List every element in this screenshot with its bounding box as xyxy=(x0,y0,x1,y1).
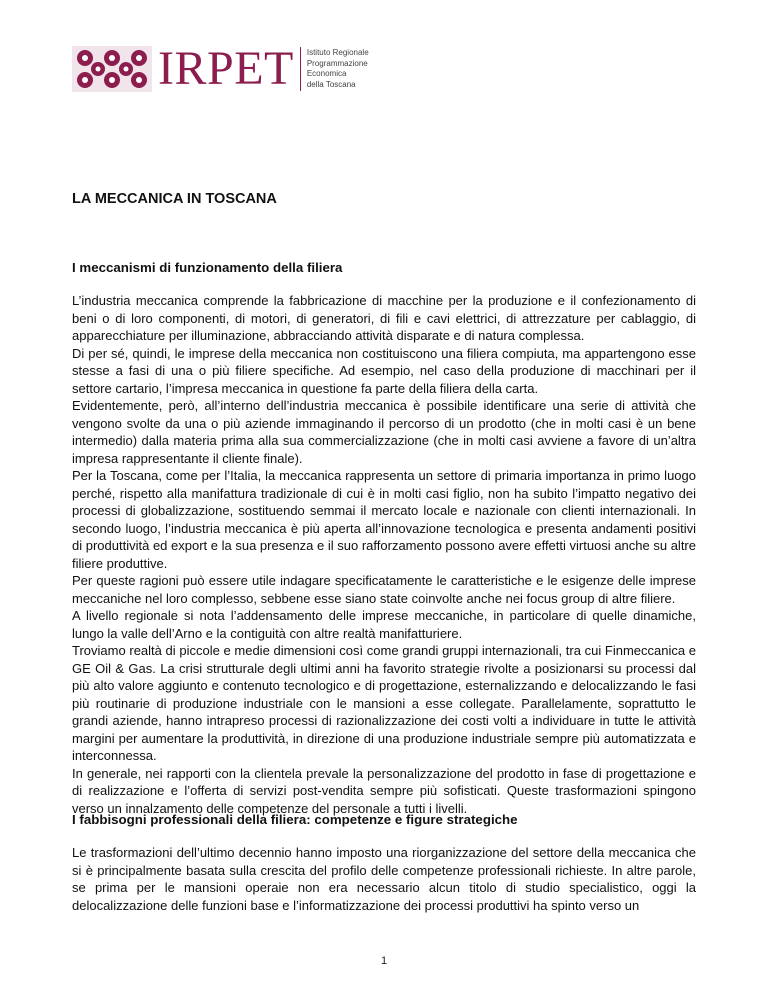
brand-line: della Toscana xyxy=(306,79,356,89)
irpet-emblem-icon xyxy=(72,46,152,92)
section-heading: I fabbisogni professionali della filiera: competenze e figure strategiche xyxy=(72,812,518,827)
section-body xyxy=(72,844,696,914)
brand-name: IRPET xyxy=(158,42,294,95)
paragraph: Troviamo realtà di piccole e medie dimensioni così come grandi gruppi internazionali, tra cui Finmeccanica e GE Oil & Gas. La crisi strutturale degli ultimi anni ha favorito strategie rivolte a posizionarsi su processi dal più alto valore aggiunto e contenuto tecnologico e di progettazione, esternalizzando e delocalizzando le fasi più routinarie di produzione industriale con le mansioni a esse collegate. Parallelamente, soprattutto le grandi aziende, hanno intrapreso processi di razionalizzazione dei costi volti a individuare in tutte le attività margini per aumentare la produttività, in direzione di una produzione industriale sempre più automatizzata e interconnessa. xyxy=(72,643,696,763)
brand-line: Istituto Regionale xyxy=(306,48,369,57)
paragraph: Le trasformazioni dell’ultimo decennio hanno imposto una riorganizzazione del settore della meccanica che si è principalmente basata sulla crescita del profilo delle competenze professionali richieste. In altre parole, se prima per le mansioni operaie non era necessario alcun titolo di studio specialistico, oggi la delocalizzazione delle funzioni base e l’informatizzazione dei processi produttivi ha spinto verso un xyxy=(72,845,696,913)
irpet-logo xyxy=(72,42,369,95)
paragraph: Per queste ragioni può essere utile indagare specificatamente le caratteristiche e le esigenze delle imprese meccaniche nel loro complesso, sebbene esse siano state coinvolte anche nei focus group di altre filiere. xyxy=(72,573,696,606)
paragraph: Evidentemente, però, all’interno dell’industria meccanica è possibile identificare una serie di attività che vengono svolte da una o più aziende immaginando il percorso di un prodotto (che in molti casi è un bene intermedio) dalla materia prima alla sua commercializzazione (che in molti casi avviene a favore di un’altra impresa rappresentante il cliente finale). xyxy=(72,398,696,466)
paragraph: Per la Toscana, come per l’Italia, la meccanica rappresenta un settore di primaria importanza in primo luogo perché, rispetto alla manifattura tradizionale di cui è in molti casi figlio, non ha subito l’impatto negativo dei processi di globalizzazione, sostituendo semmai il mercato locale e nazionale con clienti internazionali. In secondo luogo, l’industria meccanica è più aperta all’innovazione tecnologica e presenta andamenti positivi di produttività ed export e la sua presenza e il suo rafforzamento possono avere effetti virtuosi anche su altre filiere produttive. xyxy=(72,468,696,571)
paragraph: In generale, nei rapporti con la clientela prevale la personalizzazione del prodotto in fase di progettazione e di realizzazione e l’offerta di servizi post-vendita sempre più sofisticati. Queste trasformazioni spingono verso un innalzamento delle competenze del personale a tutti i livelli. xyxy=(72,765,696,816)
paragraph: Di per sé, quindi, le imprese della meccanica non costituiscono una filiera compiuta, ma appartengono esse stesse a fasi di una o più filiere specifiche. Ad esempio, nel caso della produzione di macchinari per il settore cartario, l’impresa meccanica in questione fa parte della filiera della carta. xyxy=(72,345,696,396)
paragraph: A livello regionale si nota l’addensamento delle imprese meccaniche, in particolare di quelle dinamiche, lungo la valle dell’Arno e la contiguità con altre realtà manifatturiere. xyxy=(72,608,696,641)
document-title: LA MECCANICA IN TOSCANA xyxy=(72,191,277,207)
brand-line: Programmazione xyxy=(306,58,368,68)
section-body xyxy=(72,292,696,817)
page-number: 1 xyxy=(380,955,388,967)
paragraph: L’industria meccanica comprende la fabbricazione di macchine per la produzione e il confezionamento di beni o di loro componenti, di motori, di generatori, di fili e cavi elettrici, di attrezzature per cablaggio, di apparecchiature per illuminazione, abbracciando attività disparate e di natura complessa. xyxy=(72,293,696,343)
brand-line: Economica xyxy=(306,69,347,78)
brand-divider xyxy=(300,47,301,91)
brand-subtitle xyxy=(307,48,369,90)
section-heading: I meccanismi di funzionamento della filiera xyxy=(72,260,343,275)
